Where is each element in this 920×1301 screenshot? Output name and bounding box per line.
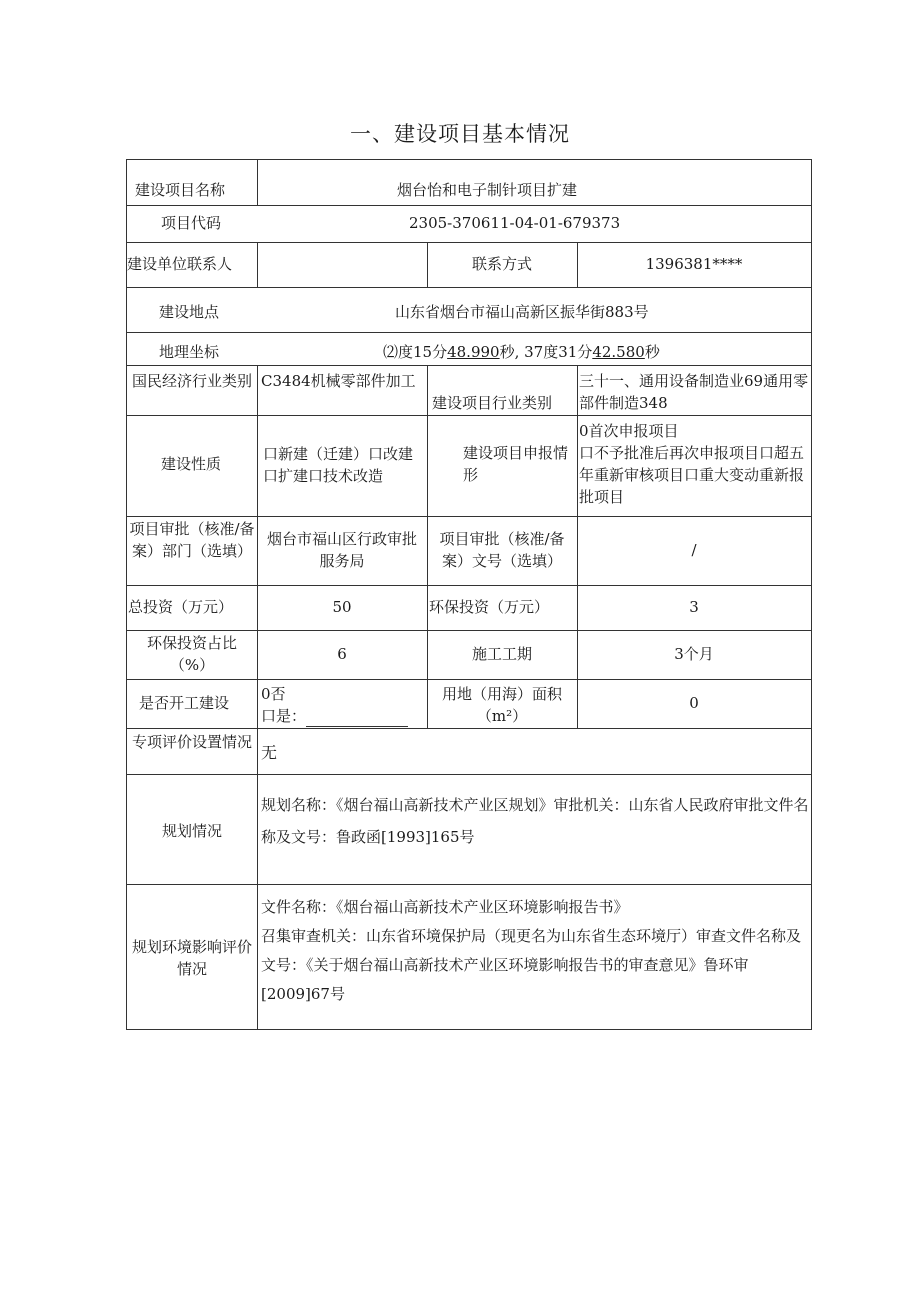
nature-options <box>263 443 423 487</box>
started-label: 是否开工建设 <box>139 694 230 712</box>
contact-label: 建设单位联系人 <box>127 255 233 273</box>
approval-dept-value: 烟台市福山区行政审批服务局 <box>266 530 417 570</box>
started-option-no: 0否 <box>261 685 286 703</box>
started-options <box>261 683 425 727</box>
page-title: 一、建设项目基本情况 <box>350 122 570 146</box>
plan-env-file: 文件名称：《烟台福山高新技术产业区环境影响报告书》 <box>261 898 629 916</box>
env-investment-label: 环保投资（万元） <box>429 598 550 616</box>
declare-options <box>579 420 809 508</box>
plan-text: 规划名称：《烟台福山高新技术产业区规划》审批机关：山东省人民政府审批文件名称及文号：鲁政函[1993]165号 <box>261 796 809 846</box>
started-yes-blank <box>306 710 408 727</box>
nature-label: 建设性质 <box>161 455 222 473</box>
project-code-value: 2305-370611-04-01-679373 <box>409 214 621 232</box>
project-industry-value: 三十一、通用设备制造业69通用零部件制造348 <box>579 372 809 412</box>
env-investment-value: 3 <box>689 598 699 616</box>
plan-env-text <box>261 893 809 1009</box>
started-option-yes: 口是： <box>261 705 425 727</box>
nature-option-expand: 口扩建口技术改造 <box>263 467 384 485</box>
construction-period-value: 3个月 <box>674 645 714 663</box>
contact-method-label: 联系方式 <box>471 255 532 273</box>
land-area-value: 0 <box>689 694 699 712</box>
declare-label: 建设项目申报情形 <box>463 444 569 484</box>
industry-value: C3484机械零部件加工 <box>261 372 416 390</box>
total-investment-value: 50 <box>332 598 352 616</box>
declare-option-other: 口不予批准后再次申报项目口超五年重新审核项目口重大变动重新报批项目 <box>579 444 805 506</box>
project-name-value: 烟台怡和电子制针项目扩建 <box>397 181 578 199</box>
project-name-label: 建设项目名称 <box>135 181 226 199</box>
contact-method-value: 1396381**** <box>645 255 743 273</box>
declare-option-first: 0首次申报项目 <box>579 422 679 440</box>
special-eval-label: 专项评价设置情况 <box>131 733 252 751</box>
industry-label: 国民经济行业类别 <box>131 372 252 390</box>
project-industry-label: 建设项目行业类别 <box>432 394 553 412</box>
special-eval-value: 无 <box>261 743 278 762</box>
coordinates-value: ⑵度15分48.990秒, 37度31分42.580秒 <box>383 343 660 361</box>
plan-env-label: 规划环境影响评价情况 <box>131 938 252 978</box>
total-investment-label: 总投资（万元） <box>128 598 234 616</box>
construction-period-label: 施工工期 <box>471 645 532 663</box>
env-ratio-label: 环保投资占比（%） <box>146 634 237 674</box>
plan-env-review: 召集审查机关：山东省环境保护局（现更名为山东省生态环境厅）审查文件名称及文号：《关于烟台福山高新技术产业区环境影响报告书的审查意见》鲁环审[2009]67号 <box>261 927 802 1003</box>
plan-label: 规划情况 <box>161 822 222 840</box>
approval-doc-label: 项目审批（核准/备案）文号（选填） <box>439 530 565 570</box>
nature-option-new: 口新建（迁建）口改建 <box>263 445 414 463</box>
project-info-table <box>126 159 812 1030</box>
project-code-label: 项目代码 <box>161 214 222 232</box>
approval-dept-label: 项目审批（核准/备案）部门（选填） <box>129 520 255 560</box>
env-ratio-value: 6 <box>337 645 347 663</box>
location-value: 山东省烟台市福山高新区振华街883号 <box>395 303 649 321</box>
land-area-label: 用地（用海）面积（m²） <box>441 685 562 725</box>
location-label: 建设地点 <box>159 303 220 321</box>
coordinates-label: 地理坐标 <box>159 343 220 361</box>
approval-doc-value: / <box>691 541 697 559</box>
